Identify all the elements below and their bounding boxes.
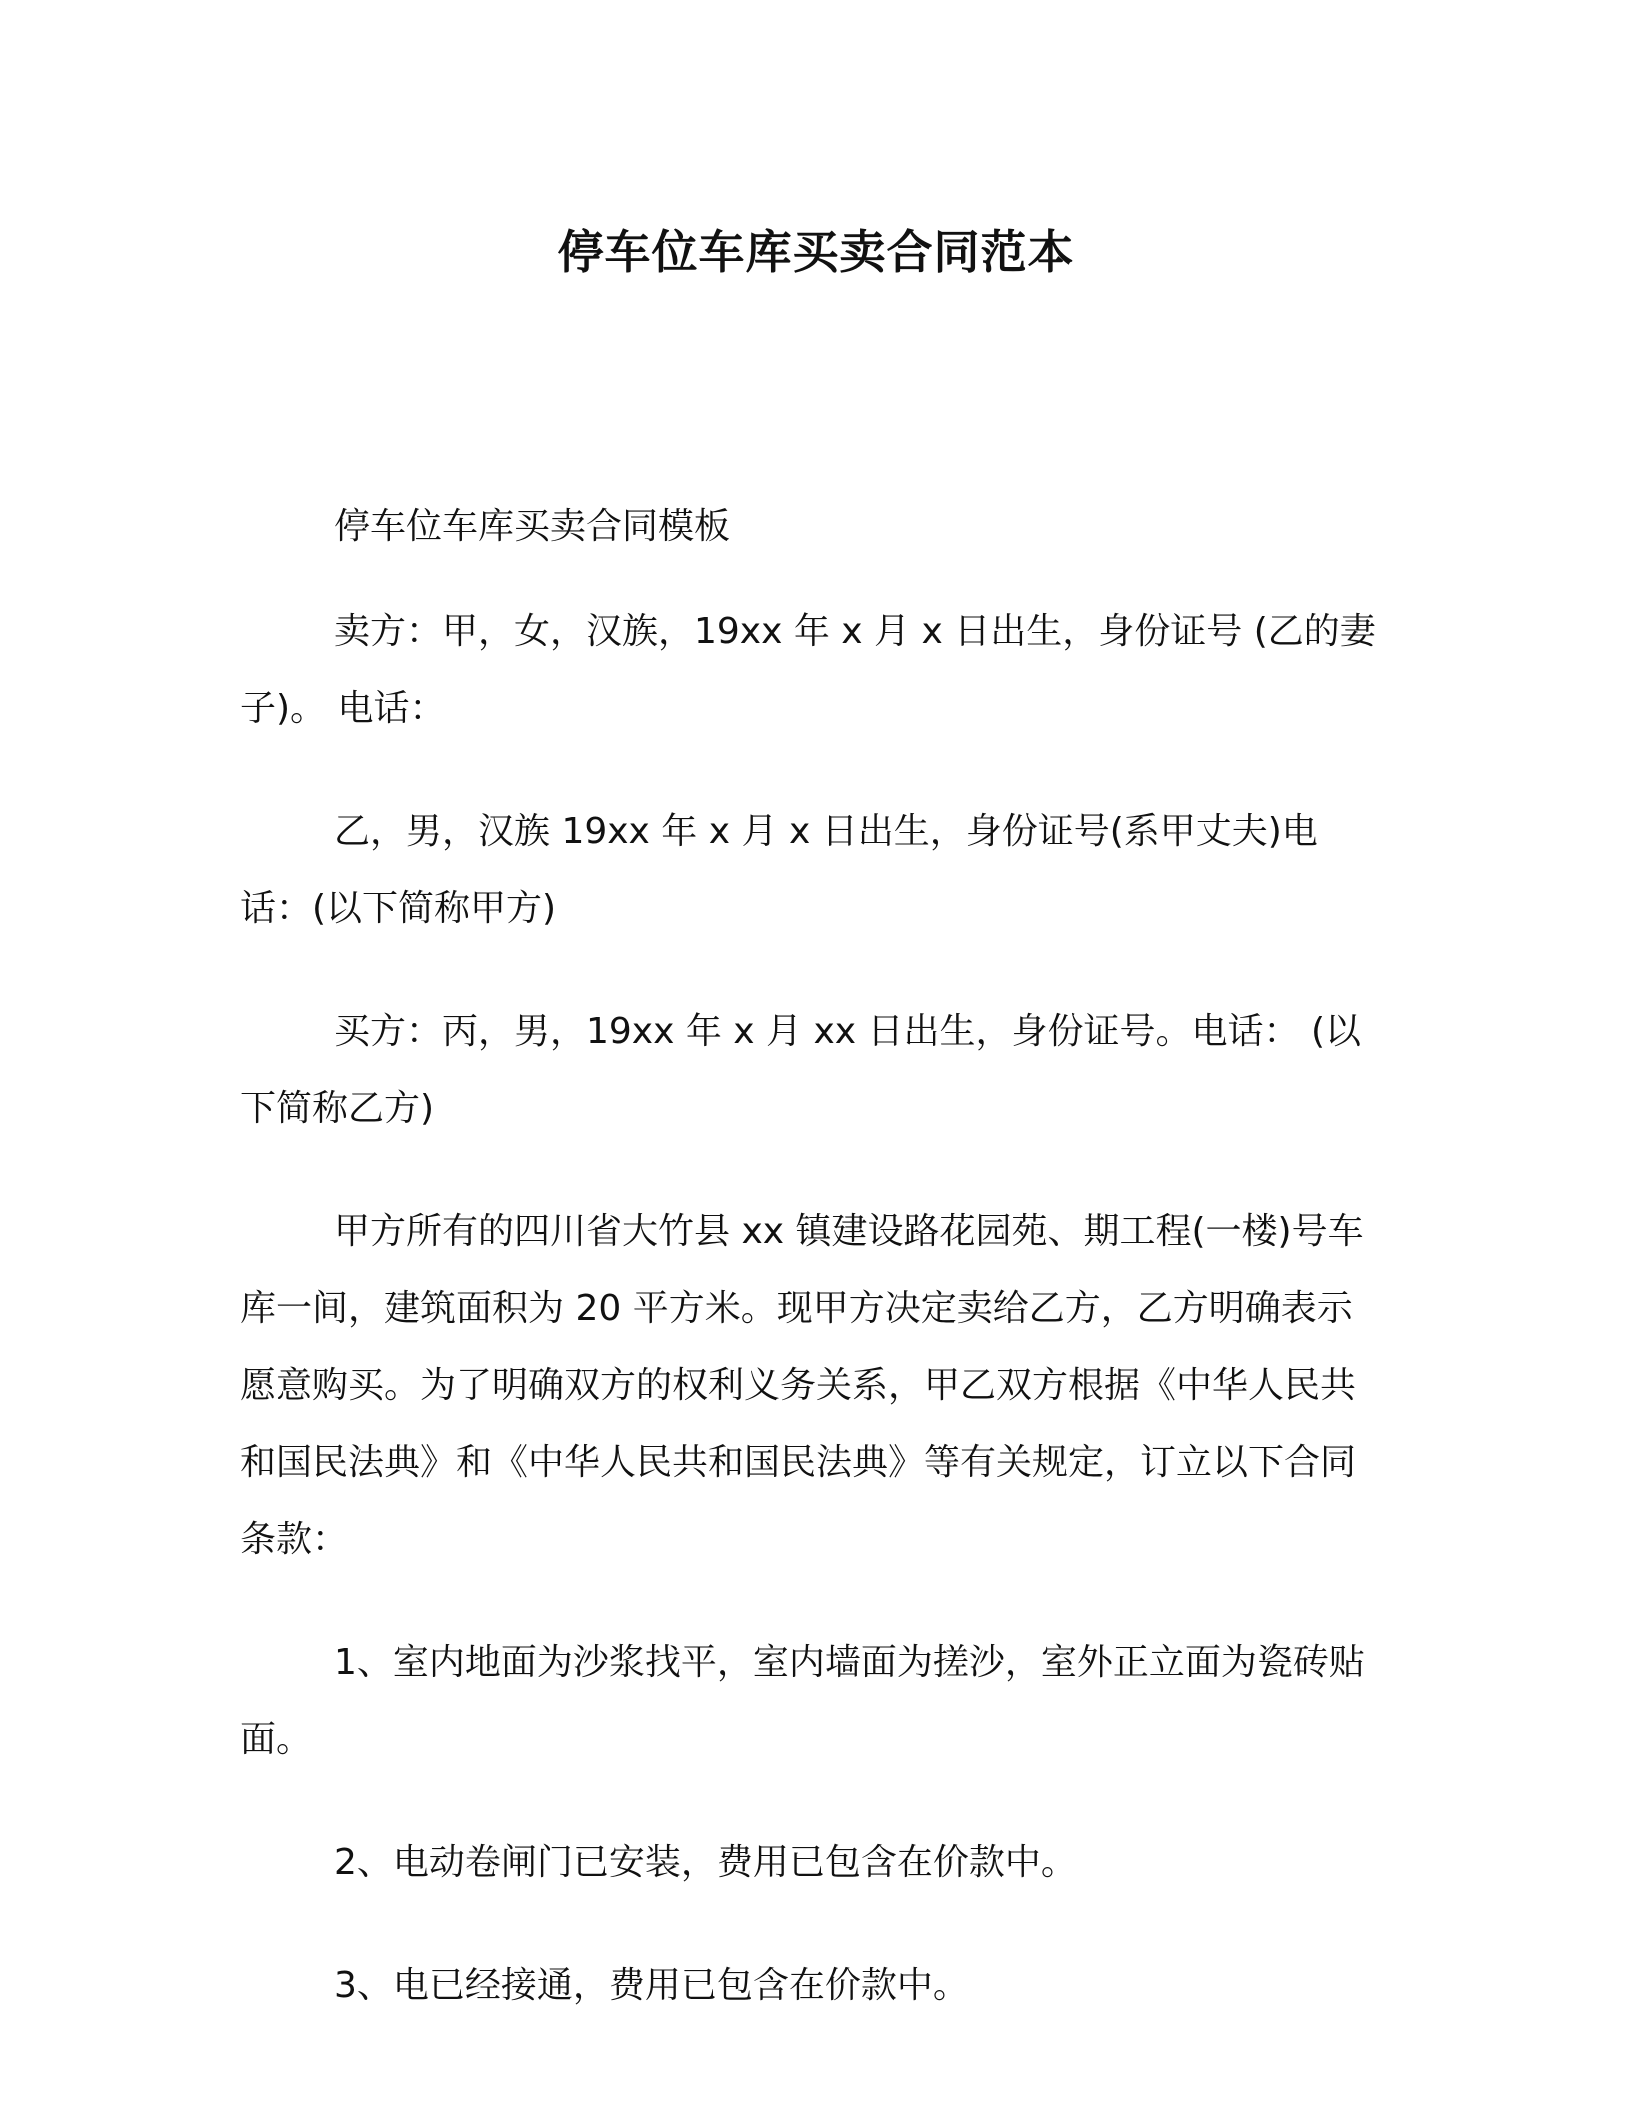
seller-clause: 卖方：甲，女，汉族，19xx 年 x 月 x 日出生，身份证号 (乙的妻子)。 电话： <box>240 611 1376 729</box>
document-body <box>240 488 1380 2024</box>
buyer-clause: 买方：丙，男，19xx 年 x 月 xx 日出生，身份证号。电话： (以下简称乙方) <box>240 1011 1362 1129</box>
term-3: 3、电已经接通，费用已包含在价款中。 <box>334 1965 969 2006</box>
document-title: 停车位车库买卖合同范本 <box>557 225 1075 279</box>
template-heading: 停车位车库买卖合同模板 <box>334 506 731 547</box>
term-1: 1、室内地面为沙浆找平，室内墙面为搓沙，室外正立面为瓷砖贴面。 <box>240 1642 1365 1760</box>
seller-spouse-clause: 乙，男，汉族 19xx 年 x 月 x 日出生，身份证号(系甲丈夫)电话：(以下简称甲方) <box>240 811 1318 929</box>
term-2: 2、电动卷闸门已安装，费用已包含在价款中。 <box>334 1842 1077 1883</box>
property-clause: 甲方所有的四川省大竹县 xx 镇建设路花园苑、期工程(一楼)号车库一间，建筑面积为 20 平方米。现甲方决定卖给乙方，乙方明确表示愿意购买。为了明确双方的权利义务关系，甲乙双方根据《中华人民共和国民法典》和《中华人民共和国民法典》等有关规定，订立以下合同条款： <box>240 1211 1364 1560</box>
